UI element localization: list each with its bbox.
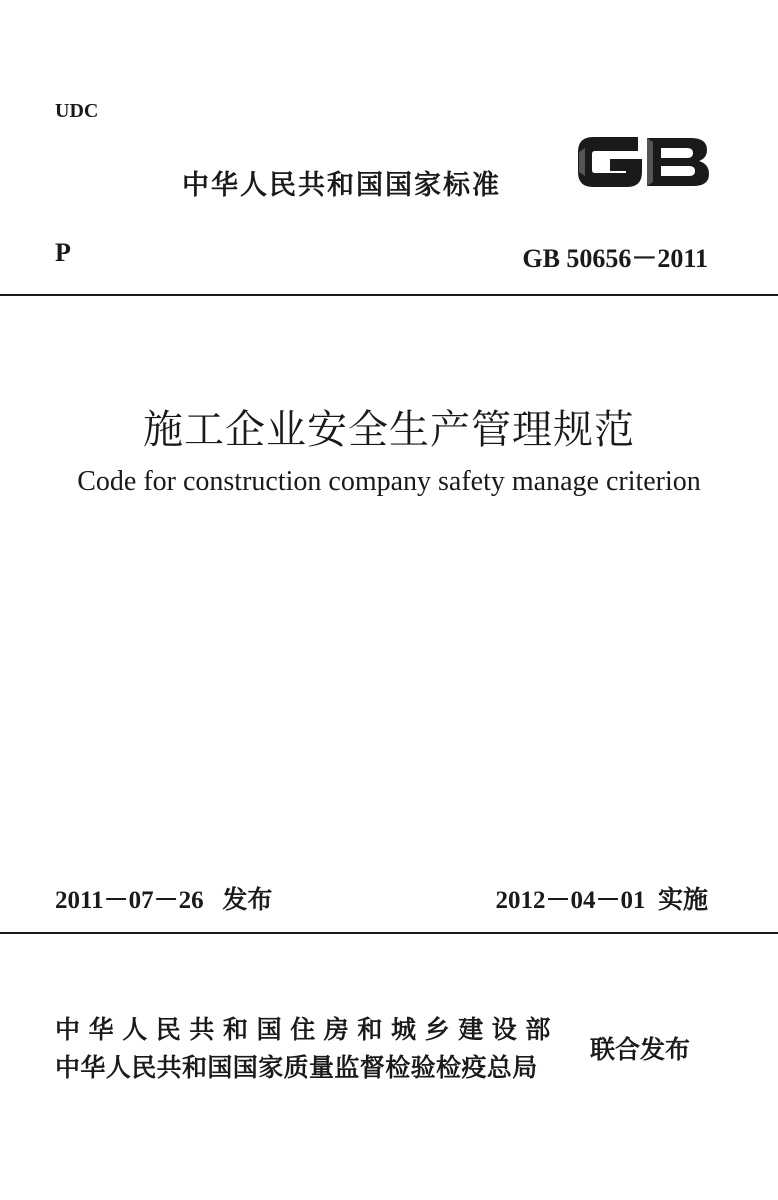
issuer-ministry-housing: 中华人民共和国住房和城乡建设部 bbox=[55, 1015, 560, 1044]
gb-logo bbox=[575, 128, 713, 196]
implement-label: 实施 bbox=[657, 885, 708, 914]
issue-date-line bbox=[55, 880, 272, 916]
udc-label: UDC bbox=[55, 100, 99, 122]
issue-date: 2011－07－26 bbox=[55, 887, 204, 914]
bottom-divider bbox=[0, 932, 778, 934]
issue-label: 发布 bbox=[222, 885, 273, 914]
title-chinese: 施工企业安全生产管理规范 bbox=[143, 407, 635, 453]
implement-date: 2012－04－01 bbox=[495, 887, 646, 914]
classification-code: P bbox=[55, 238, 71, 267]
joint-issue-label: 联合发布 bbox=[590, 1035, 691, 1064]
implement-date-line bbox=[495, 880, 708, 916]
top-divider bbox=[0, 294, 778, 296]
standard-number: GB 50656－2011 bbox=[522, 244, 708, 273]
title-english: Code for construction company safety manage criterion bbox=[77, 466, 701, 497]
standard-type-heading: 中华人民共和国国家标准 bbox=[182, 170, 501, 201]
issuer-quality-inspection: 中华人民共和国国家质量监督检验检疫总局 bbox=[55, 1053, 538, 1082]
